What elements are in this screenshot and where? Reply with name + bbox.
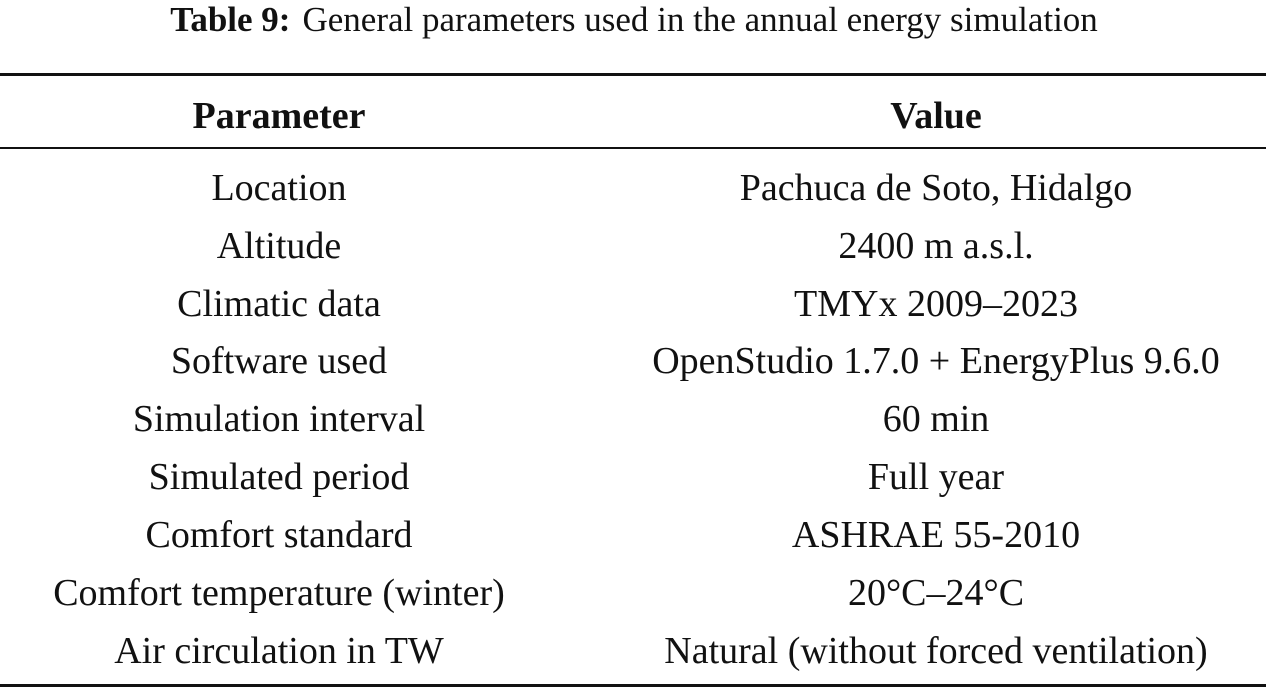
value-cell: Pachuca de Soto, Hidalgo: [739, 167, 1133, 209]
header-value: Value: [890, 95, 982, 137]
parameter-cell: Simulation interval: [132, 398, 426, 440]
table-caption: [0, 0, 1268, 44]
parameter-cell: Simulated period: [148, 456, 410, 498]
table-header-rule: [0, 147, 1266, 149]
parameter-cell: Comfort temperature (winter): [53, 572, 505, 614]
parameter-cell: Air circulation in TW: [114, 630, 444, 672]
table-bottom-rule: [0, 684, 1266, 687]
parameter-cell: Altitude: [216, 225, 342, 267]
table-top-rule: [0, 73, 1266, 76]
table-caption-text: General parameters used in the annual energy simulation: [302, 0, 1098, 39]
table-caption-label: Table 9:: [170, 0, 291, 39]
parameter-cell: Climatic data: [177, 283, 381, 325]
value-cell: OpenStudio 1.7.0 + EnergyPlus 9.6.0: [652, 340, 1220, 382]
value-cell: 20°C–24°C: [847, 572, 1025, 614]
parameter-cell: Location: [211, 167, 347, 209]
value-cell: TMYx 2009–2023: [794, 283, 1078, 325]
parameter-cell: Comfort standard: [145, 514, 413, 556]
value-cell: ASHRAE 55-2010: [791, 514, 1081, 556]
value-cell: Full year: [867, 456, 1005, 498]
parameter-cell: Software used: [170, 340, 388, 382]
value-cell: Natural (without forced ventilation): [664, 630, 1208, 672]
header-parameter: Parameter: [192, 95, 366, 137]
value-cell: 2400 m a.s.l.: [838, 225, 1034, 267]
value-cell: 60 min: [882, 398, 990, 440]
